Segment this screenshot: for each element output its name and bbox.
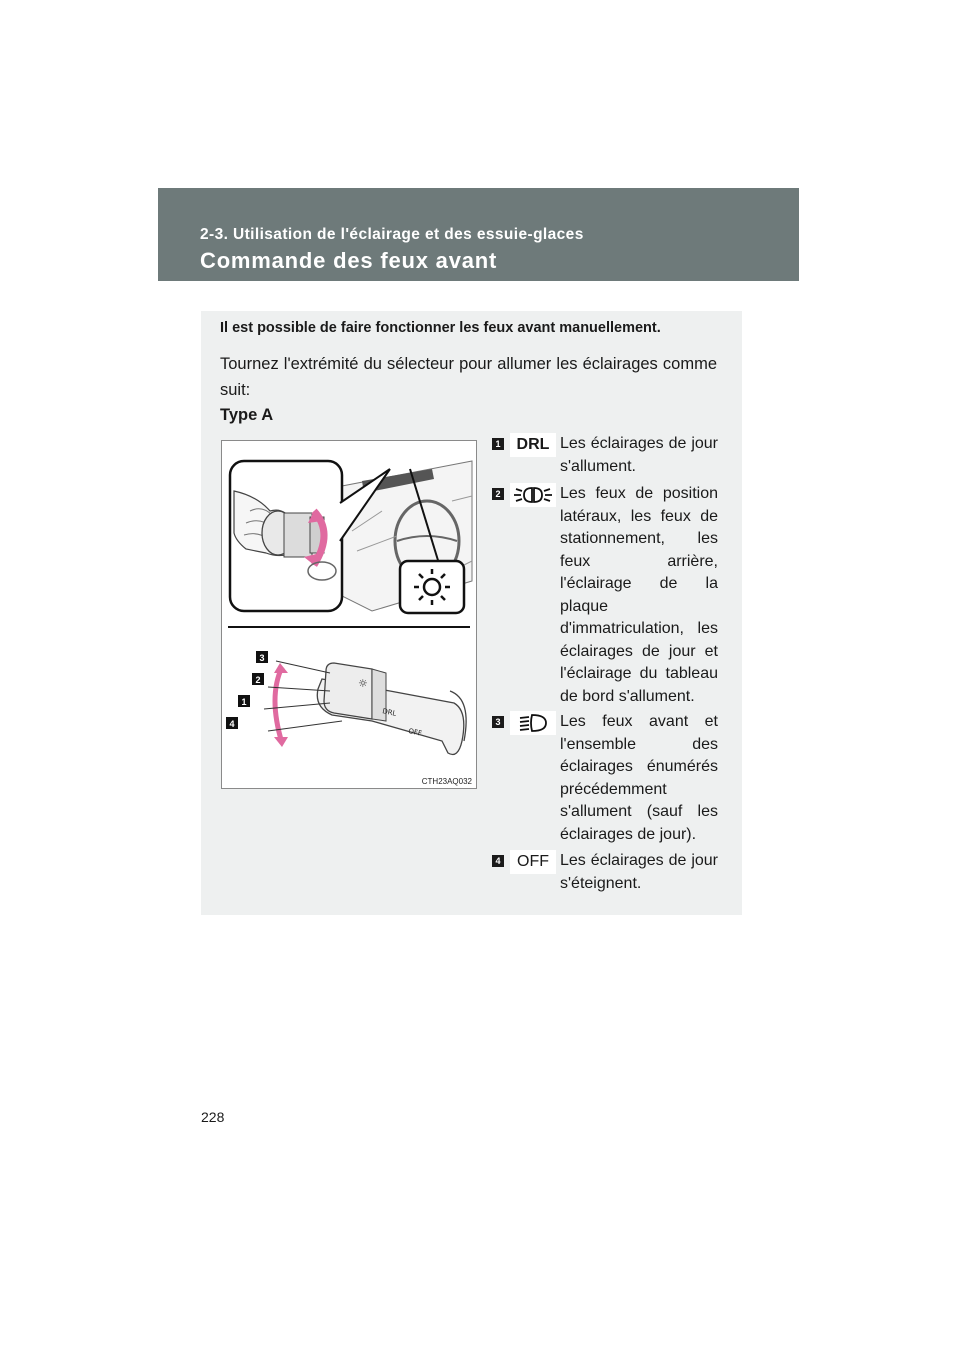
headlight-icon <box>510 711 556 735</box>
callout-3: 3 <box>259 653 265 663</box>
item-text: Les éclairages de jour s'éteignent. <box>560 852 718 892</box>
item-number: 2 <box>492 488 504 500</box>
item-number: 1 <box>492 438 504 450</box>
intro-text: Il est possible de faire fonctionner les feux avant manuellement. <box>220 320 661 336</box>
item-number: 3 <box>492 716 504 728</box>
item-text: Les feux avant et l'ensemble des éclairages énumérés précédemment s'allument (sauf les éclairages de jour). <box>560 713 718 843</box>
page-title: Commande des feux avant <box>200 248 498 273</box>
callout-1: 1 <box>241 697 247 707</box>
item-text: Les feux de position latéraux, les feux de stationnement, les feux arrière, l'éclairage de la plaque d'immatriculation, les éclairages de jour et l'éclairage du tableau de bord s'allument. <box>560 485 718 705</box>
instruction-text: Tournez l'extrémité du sélecteur pour allumer les éclairages comme suit: <box>220 355 717 399</box>
item-number: 4 <box>492 855 504 867</box>
item-text: Les éclairages de jour s'allument. <box>560 435 718 475</box>
page-number: 228 <box>201 1109 225 1125</box>
section-label: 2-3. Utilisation de l'éclairage et des essuie-glaces <box>200 226 584 243</box>
header-band <box>158 188 799 281</box>
switch-drawing <box>222 441 476 788</box>
switch-illustration <box>221 440 477 789</box>
type-label: Type A <box>220 406 274 424</box>
position-lights-icon <box>510 483 556 507</box>
svg-text:☼: ☼ <box>358 677 368 690</box>
lever-drl-label: DRL <box>381 707 398 718</box>
drl-icon: DRL <box>510 433 556 457</box>
content-box <box>201 311 742 915</box>
callout-2: 2 <box>255 675 261 685</box>
off-icon: OFF <box>510 850 556 874</box>
lever-off-label: OFF <box>407 727 423 738</box>
callout-4: 4 <box>229 719 235 729</box>
figure-code: CTH23AQ032 <box>421 777 472 786</box>
